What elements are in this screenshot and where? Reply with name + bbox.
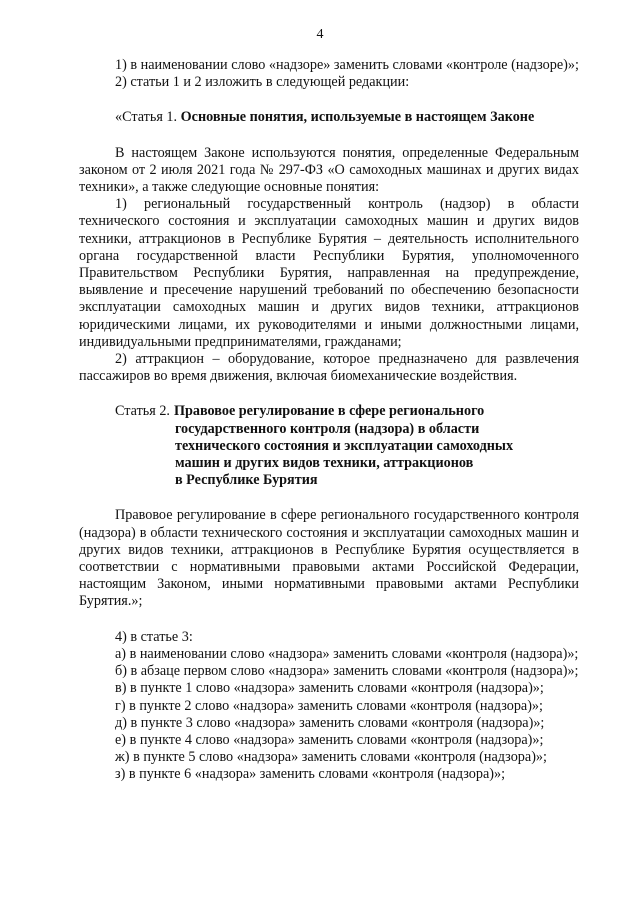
article3-item: в) в пункте 1 слово «надзора» заменить словами «контроля (надзора)»; [115, 680, 544, 697]
article1-title: Основные понятия, используемые в настоящем Законе [180, 109, 535, 126]
article2-title-line: государственного контроля (надзора) в области [174, 420, 480, 437]
article3-item: е) в пункте 4 слово «надзора» заменить словами «контроля (надзора)»; [115, 731, 544, 748]
article3-item: б) в абзаце первом слово «надзора» заменить словами «контроля (надзора)»; [115, 663, 579, 680]
article1-paragraph: В настоящем Законе используются понятия, определенные Федеральным законом от 2 июля 2021 года № 297-ФЗ «О самоходных машинах и других видах техники», а также следующие основные понятия: [79, 144, 579, 196]
article3-item: з) в пункте 6 «надзора» заменить словами «контроля (надзора)»; [115, 766, 506, 783]
article2-title-line: машин и других видов техники, аттракционов [174, 455, 474, 472]
article3-intro: 4) в статье 3: [115, 628, 193, 645]
article2-title-line: в Республике Бурятия [174, 472, 318, 489]
article1-paragraph: 2) аттракцион – оборудование, которое предназначено для развлечения пассажиров во время движения, включая биомеханические воздействия. [79, 351, 579, 385]
article3-item: д) в пункте 3 слово «надзора» заменить словами «контроля (надзора)»; [115, 714, 545, 731]
amendment-item: 1) в наименовании слово «надзоре» заменить словами «контроле (надзоре)»; [115, 57, 579, 73]
article1-heading [79, 109, 579, 126]
article1-paragraph: 1) региональный государственный контроль (надзор) в области технического состояния и эксплуатации самоходных машин и других видов техники, аттракционов в Республике Бурятия – деятельность исполнительного органа государственной власти Республики Бурятия, уполномоченного Правительством Республики Бурятия, направленная на предупреждение, выявление и пресечение нарушений требований по обеспечению безопасности эксплуатации самоходных машин и других видов техники, аттракционов юридическими лицами, их руководителями и иными должностными лицами, индивидуальными предпринимателями, гражданами; [79, 196, 579, 350]
article3-item: г) в пункте 2 слово «надзора» заменить словами «контроля (надзора)»; [115, 697, 543, 714]
amendment-item: 2) статьи 1 и 2 изложить в следующей редакции: [115, 74, 410, 91]
article1-label: «Статья 1. [115, 109, 178, 126]
article3-item: а) в наименовании слово «надзора» заменить словами «контроля (надзора)»; [115, 645, 579, 662]
article2-title-line: технического состояния и эксплуатации самоходных [174, 437, 514, 454]
article2-paragraph: Правовое регулирование в сфере регионального государственного контроля (надзора) в области технического состояния и эксплуатации самоходных машин и других видов техники, аттракционов в Республике Бурятия осуществляется в соответствии с нормативными правовыми актами Российской Федерации, настоящим Законом, иными нормативными правовыми актами Республики Бурятия.»; [79, 507, 579, 610]
document-body [79, 57, 579, 784]
article2-heading [79, 403, 579, 489]
article2-label: Статья 2. [115, 403, 170, 420]
article2-title [174, 403, 513, 489]
article2-title-line: Правовое регулирование в сфере регионального [173, 403, 485, 420]
page-number: 4 [316, 27, 324, 42]
article3-item: ж) в пункте 5 слово «надзора» заменить словами «контроля (надзора)»; [115, 749, 547, 766]
